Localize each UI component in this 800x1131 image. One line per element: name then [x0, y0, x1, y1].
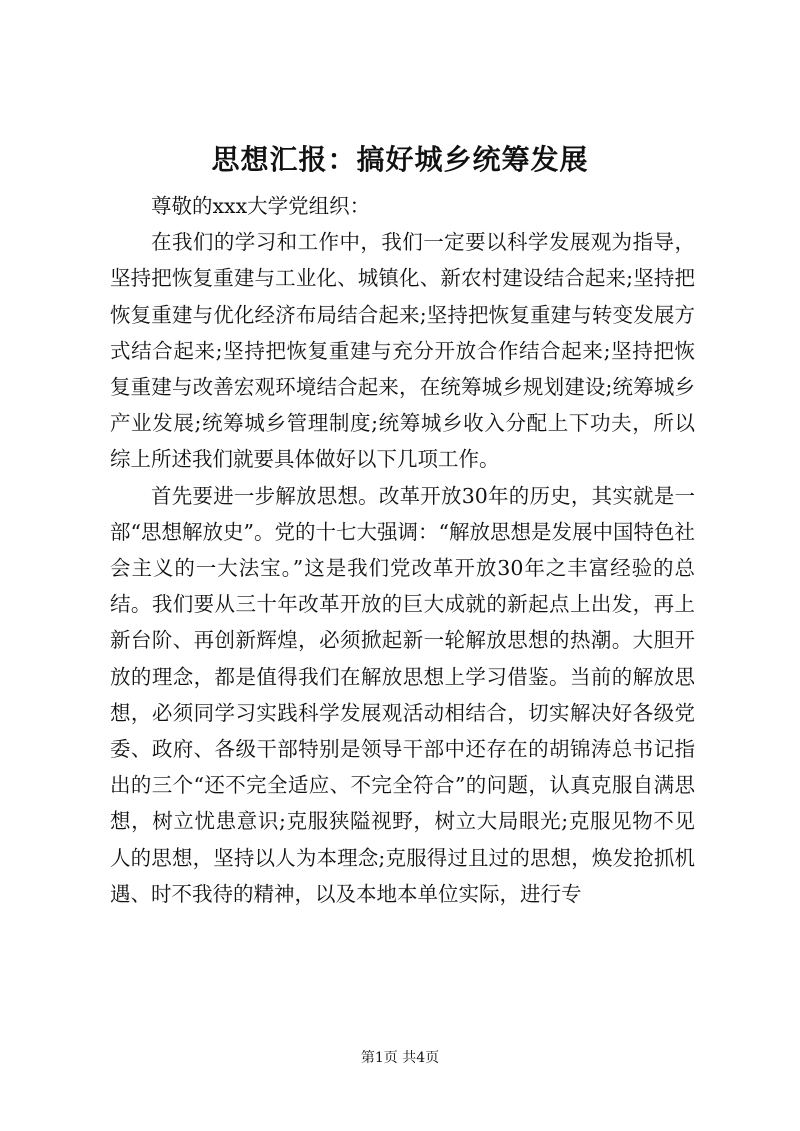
page-footer: 第1页 共4页 — [360, 1050, 440, 1066]
document-title: 思想汇报：搞好城乡统筹发展 — [211, 143, 589, 176]
paragraph: 在我们的学习和工作中，我们一定要以科学发展观为指导，坚持把恢复重建与工业化、城镇化、新农村建设结合起来;坚持把恢复重建与优化经济布局结合起来;坚持把恢复重建与转变发展方式结合起来;坚持把恢复重建与充分开放合作结合起来;坚持把恢复重建与改善宏观环境结合起来，在统筹城乡规划建设;统筹城乡产业发展;统筹城乡管理制度;统筹城乡收入分配上下功夫，所以综上所述我们就要具体做好以下几项工作。 — [110, 230, 695, 472]
document-body — [110, 188, 695, 912]
salutation: 尊敬的xxx大学党组织： — [151, 194, 371, 218]
paragraph: 首先要进一步解放思想。改革开放30年的历史，其实就是一部“思想解放史”。党的十七大强调：“解放思想是发展中国特色社会主义的一大法宝。”这是我们党改革开放30年之丰富经验的总结。我们要从三十年改革开放的巨大成就的新起点上出发，再上新台阶、再创新辉煌，必须掀起新一轮解放思想的热潮。大胆开放的理念，都是值得我们在解放思想上学习借鉴。当前的解放思想，必须同学习实践科学发展观活动相结合，切实解决好各级党委、政府、各级干部特别是领导干部中还存在的胡锦涛总书记指出的三个“还不完全适应、不完全符合”的问题，认真克服自满思想，树立忧患意识;克服狭隘视野，树立大局眼光;克服见物不见人的思想，坚持以人为本理念;克服得过且过的思想，焕发抢抓机遇、时不我待的精神，以及本地本单位实际，进行专 — [110, 483, 695, 906]
